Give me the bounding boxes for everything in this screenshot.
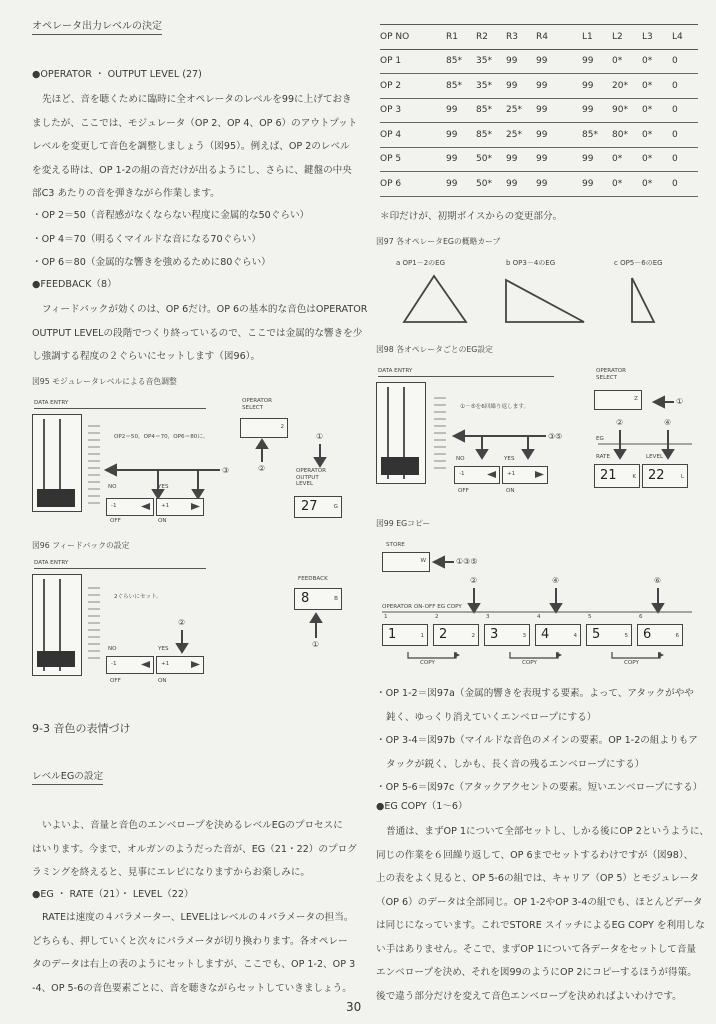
table-cell: 85* bbox=[476, 129, 492, 140]
table-cell: 99 bbox=[536, 80, 548, 91]
key-char: G bbox=[333, 504, 338, 510]
table-cell: 0* bbox=[642, 56, 653, 67]
list-item: ・OP 3-4＝図97b（マイルドな音色のメインの要素。OP 1-2の組よりもア bbox=[376, 735, 698, 746]
page-number: 30 bbox=[346, 1000, 362, 1014]
paragraph-line: （OP 6）のデータは全部同じ。OP 1-2やOP 3-4の組でも、ほとんどデータ bbox=[376, 896, 703, 908]
paragraph-line: 先ほど、音を聴くために臨時に全オペレータのレベルを99に上げておき bbox=[42, 94, 352, 105]
minus-one-button[interactable] bbox=[106, 498, 154, 516]
key-char: 1 bbox=[420, 633, 424, 639]
mark-3: ③ bbox=[222, 466, 230, 475]
button-label: +1 bbox=[161, 661, 170, 667]
feedback-label: FEEDBACK bbox=[298, 576, 328, 582]
key-char: 5 bbox=[624, 633, 628, 639]
section-heading: 9-3 音色の表情づけ bbox=[32, 722, 131, 735]
output-level-button[interactable] bbox=[294, 496, 342, 518]
table-cell: R4 bbox=[536, 31, 548, 42]
table-cell: 0 bbox=[672, 129, 678, 140]
key-char: 4 bbox=[573, 633, 577, 639]
copy-label: COPY bbox=[624, 660, 639, 666]
right-triangle-icon bbox=[191, 503, 200, 510]
output-level-label: OPERATOR OUTPUT LEVEL bbox=[296, 468, 327, 487]
curve-b-label: b OP3－4のEG bbox=[506, 259, 556, 267]
table-cell: 99 bbox=[582, 56, 594, 67]
paragraph-line: ラミングを終えると、見事にエレピになりますからお楽しみに。 bbox=[32, 867, 311, 878]
paragraph-line: ましたが、ここでは、モジュレータ（OP 2、OP 4、OP 6）のアウトプット bbox=[32, 117, 358, 129]
on-label: ON bbox=[158, 518, 167, 524]
table-cell: 99 bbox=[536, 129, 548, 140]
paragraph-line: 上の表をよく見ると、OP 5-6の組では、キャリア（OP 5）とモジュレータ bbox=[376, 873, 699, 884]
table-cell: 90* bbox=[612, 105, 628, 116]
operator-1-key[interactable] bbox=[382, 624, 428, 646]
table-cell: 99 bbox=[536, 56, 548, 67]
paragraph-line: タのデータは右上の表のようにセットしますが、ここでも、OP 1-2、OP 3 bbox=[32, 959, 356, 970]
key-char: 2 bbox=[471, 633, 475, 639]
paragraph-4 bbox=[32, 906, 355, 1000]
mark-2: ② bbox=[258, 464, 266, 473]
table-cell: 0 bbox=[672, 154, 678, 165]
mark-4: ④ bbox=[664, 418, 672, 427]
figure-96-caption: 図96 フィードバックの設定 bbox=[32, 541, 130, 550]
operator-2-key[interactable] bbox=[433, 624, 479, 646]
heading-eg-rate-level: ●EG ・ RATE（21）・ LEVEL（22） bbox=[32, 889, 194, 900]
mark-6: ⑥ bbox=[654, 576, 662, 585]
table-cell: 0* bbox=[612, 154, 623, 165]
eg-label: EG bbox=[596, 436, 604, 442]
off-label: OFF bbox=[110, 518, 121, 524]
table-row bbox=[380, 172, 698, 197]
operator-select-button[interactable] bbox=[594, 390, 642, 410]
key-char: B bbox=[334, 596, 338, 602]
minus-one-button[interactable] bbox=[106, 656, 154, 674]
mark-2: ② bbox=[470, 576, 478, 585]
list-item: ・OP 1-2＝図97a（金属的響きを表現する要素。よって、アタックがやや bbox=[376, 688, 694, 699]
button-label: -1 bbox=[111, 661, 117, 667]
eg-curve-c bbox=[632, 278, 654, 322]
table-cell: OP 1 bbox=[380, 56, 402, 67]
table-cell: 25* bbox=[506, 129, 522, 140]
on-label: ON bbox=[158, 678, 167, 684]
paragraph-line: 普通は、まずOP 1について全部セットし、しかる後にOP 2というように、 bbox=[386, 826, 710, 837]
table-cell: 99 bbox=[536, 105, 548, 116]
table-cell: OP 5 bbox=[380, 154, 402, 165]
key-char: K bbox=[632, 474, 636, 480]
eg-data-table bbox=[380, 24, 698, 197]
list-item: 鈍く、ゆっくり消えていくエンベロープにする） bbox=[386, 711, 597, 723]
operator-select-label: OPERATOR SELECT bbox=[242, 398, 273, 411]
operator-key-label: 3 bbox=[490, 627, 499, 642]
paragraph-line: 同じの作業を６回繰り返して、OP 6までセットするわけですが（図98）、 bbox=[376, 849, 694, 861]
level-label: LEVEL bbox=[646, 454, 664, 460]
paragraph-line: フィードバックが効くのは、OP 6だけ。OP 6の基本的な音色はOPERATOR bbox=[42, 304, 368, 315]
curve-c-label: c OP5－6のEG bbox=[614, 259, 663, 267]
mark-1: ① bbox=[316, 432, 324, 441]
operator-key-label: 1 bbox=[388, 627, 397, 642]
mark-1: ① bbox=[312, 640, 320, 649]
table-cell: 0 bbox=[672, 80, 678, 91]
no-label: NO bbox=[108, 646, 117, 652]
on-label: ON bbox=[506, 488, 515, 494]
table-cell: 0* bbox=[642, 129, 653, 140]
table-cell: 99 bbox=[446, 178, 458, 189]
table-cell: 99 bbox=[506, 80, 518, 91]
table-cell: 0* bbox=[642, 154, 653, 165]
data-entry-label: DATA ENTRY bbox=[34, 560, 69, 566]
table-cell: OP NO bbox=[380, 31, 410, 42]
table-cell: 99 bbox=[446, 154, 458, 165]
table-cell: OP 2 bbox=[380, 80, 402, 91]
key-char: L bbox=[680, 474, 684, 480]
operator-eg-copy-label: OPERATOR ON-OFF EG COPY bbox=[382, 604, 462, 610]
table-cell: 0* bbox=[612, 178, 623, 189]
table-cell: 80* bbox=[612, 129, 628, 140]
operator-key-number: 2 bbox=[435, 614, 439, 620]
figure-97-curves bbox=[396, 268, 696, 328]
figure-98-caption: 図98 各オペレータごとのEG設定 bbox=[376, 345, 493, 354]
table-cell: 0 bbox=[672, 105, 678, 116]
figure-99 bbox=[374, 534, 704, 674]
paragraph-line: はいります。今まで、オルガンのようだった音が、EG（21・22）のプログ bbox=[32, 843, 357, 855]
table-cell: OP 4 bbox=[380, 129, 402, 140]
marks-1-3-5: ①③⑤ bbox=[456, 557, 478, 566]
table-cell: 35* bbox=[476, 80, 492, 91]
table-cell: 99 bbox=[536, 178, 548, 189]
eg-rate-button[interactable] bbox=[594, 464, 640, 488]
right-triangle-icon bbox=[535, 471, 544, 478]
off-label: OFF bbox=[110, 678, 121, 684]
heading-feedback: ●FEEDBACK（8） bbox=[32, 279, 117, 290]
paragraph-line: どちらも、押していくと次々にパラメータが切り換わります。各オペレー bbox=[32, 935, 348, 947]
heading-eg-copy: ●EG COPY（1～6） bbox=[376, 801, 468, 812]
table-cell: 35* bbox=[476, 56, 492, 67]
button-label: -1 bbox=[111, 503, 117, 509]
off-label: OFF bbox=[458, 488, 469, 494]
list-item: ・OP 4＝70（明るくマイルドな音になる70ぐらい） bbox=[32, 233, 261, 245]
rate-value: 21 bbox=[600, 468, 617, 483]
figure-note: 2ぐらいにセット。 bbox=[114, 594, 162, 600]
paragraph-line: 部C3 あたりの音を弾きながら作業します。 bbox=[32, 188, 220, 199]
list-item: ・OP 5-6＝図97c（アタックアクセントの要素。短いエンベロープにする） bbox=[376, 782, 703, 793]
table-cell: 85* bbox=[582, 129, 598, 140]
op-curve-list bbox=[376, 682, 702, 800]
plus-one-button[interactable] bbox=[502, 466, 548, 484]
key-char: W bbox=[420, 558, 426, 564]
table-cell: 99 bbox=[582, 178, 594, 189]
operator-select-label: OPERATOR SELECT bbox=[596, 368, 627, 381]
yes-label: YES bbox=[158, 646, 169, 652]
table-header-row bbox=[380, 25, 698, 50]
paragraph-line: レベルを変更して音色を調整しましょう（図95）。例えば、OP 2のレベル bbox=[32, 141, 350, 152]
paragraph-line: いよいよ、音量と音色のエンベロープを決めるレベルEGのプロセスに bbox=[42, 820, 343, 831]
yes-label: YES bbox=[158, 484, 169, 490]
figure-98 bbox=[374, 360, 704, 510]
mark-4: ④ bbox=[552, 576, 560, 585]
paragraph-line: OUTPUT LEVELの段階でつくり終っているので、ここでは金属的な響きを少 bbox=[32, 327, 363, 339]
table-cell: 0 bbox=[672, 56, 678, 67]
table-note: ＊印だけが、初期ボイスからの変更部分。 bbox=[380, 211, 563, 222]
copy-label: COPY bbox=[420, 660, 435, 666]
level-value: 22 bbox=[648, 468, 665, 483]
key-char: 3 bbox=[522, 633, 526, 639]
output-level-value: 27 bbox=[301, 499, 318, 514]
figure-95 bbox=[30, 392, 350, 532]
table-cell: L2 bbox=[612, 31, 623, 42]
table-cell: 99 bbox=[582, 80, 594, 91]
table-cell: OP 6 bbox=[380, 178, 402, 189]
operator-5-key[interactable] bbox=[586, 624, 632, 646]
table-cell: 85* bbox=[446, 80, 462, 91]
paragraph-line: 後で違う部分だけを変えて音色エンベロープを決めればよいわけです。 bbox=[376, 990, 682, 1002]
no-label: NO bbox=[456, 456, 465, 462]
operator-key-label: 2 bbox=[439, 627, 448, 642]
paragraph-line: -4、OP 5-6の音色要素ごとに、音を聴きながらセットしていきましょう。 bbox=[32, 982, 352, 994]
key-char: 6 bbox=[675, 633, 679, 639]
mark-1: ① bbox=[676, 397, 684, 406]
table-cell: 50* bbox=[476, 178, 492, 189]
repeat-note: ①－⑤を6回繰り返します。 bbox=[460, 404, 530, 410]
operator-key-number: 3 bbox=[486, 614, 490, 620]
paragraph-1 bbox=[32, 88, 357, 206]
table-cell: L3 bbox=[642, 31, 653, 42]
heading-operator-output-level: ●OPERATOR ・ OUTPUT LEVEL (27) bbox=[32, 69, 202, 80]
left-triangle-icon bbox=[141, 661, 150, 668]
table-cell: 50* bbox=[476, 154, 492, 165]
table-cell: 99 bbox=[446, 129, 458, 140]
paragraph-line: し強調する程度の２ぐらいにセットします（図96）。 bbox=[32, 351, 261, 362]
paragraph-3 bbox=[32, 814, 357, 885]
button-label: +1 bbox=[161, 503, 170, 509]
list-item: タックが鋭く、しかも、長く音の残るエンベロープにする） bbox=[386, 758, 645, 770]
left-triangle-icon bbox=[141, 503, 150, 510]
mark-2: ② bbox=[178, 618, 186, 627]
table-cell: 99 bbox=[506, 56, 518, 67]
table-cell: 85* bbox=[446, 56, 462, 67]
data-entry-label: DATA ENTRY bbox=[378, 368, 413, 374]
no-label: NO bbox=[108, 484, 117, 490]
operator-key-label: 4 bbox=[541, 627, 550, 642]
paragraph-line: を変える時は、OP 1-2の組の音だけが出るようにし、さらに、鍵盤の中央 bbox=[32, 164, 352, 176]
operator-4-key[interactable] bbox=[535, 624, 581, 646]
table-cell: 0* bbox=[642, 80, 653, 91]
table-cell: 25* bbox=[506, 105, 522, 116]
table-cell: L1 bbox=[582, 31, 593, 42]
figure-note: OP2＝50，OP4＝70，OP6＝80に。 bbox=[114, 434, 209, 440]
figure-99-caption: 図99 EGコピー bbox=[376, 519, 431, 528]
paragraph-line: エンベロープを決め、それを図99のようにOP 2にコピーするほうが得策。 bbox=[376, 967, 697, 978]
eg-curve-b bbox=[506, 280, 584, 322]
operator-key-label: 5 bbox=[592, 627, 601, 642]
minus-one-button[interactable] bbox=[454, 466, 500, 484]
right-triangle-icon bbox=[191, 661, 200, 668]
list-item: ・OP 6＝80（金属的な響きを強めるために80ぐらい） bbox=[32, 257, 271, 268]
left-triangle-icon bbox=[487, 471, 496, 478]
operator-3-key[interactable] bbox=[484, 624, 530, 646]
eg-level-button[interactable] bbox=[642, 464, 688, 488]
table-cell: L4 bbox=[672, 31, 683, 42]
table-cell: 99 bbox=[506, 178, 518, 189]
key-char: 2 bbox=[280, 424, 284, 430]
table-cell: 99 bbox=[582, 154, 594, 165]
operator-key-label: 6 bbox=[643, 627, 652, 642]
list-item: ・OP 2＝50（音程感がなくならない程度に金属的な50ぐらい） bbox=[32, 210, 310, 221]
table-cell: 0* bbox=[642, 178, 653, 189]
table-cell: 99 bbox=[582, 105, 594, 116]
yes-label: YES bbox=[504, 456, 515, 462]
operator-key-number: 6 bbox=[639, 614, 643, 620]
data-entry-label: DATA ENTRY bbox=[34, 400, 69, 406]
operator-key-number: 1 bbox=[384, 614, 388, 620]
eg-curve-a bbox=[404, 276, 466, 322]
copy-label: COPY bbox=[522, 660, 537, 666]
key-char: Z bbox=[634, 396, 638, 402]
paragraph-line: RATEは速度の４パラメーター、LEVELはレベルの４パラメータの担当。 bbox=[42, 912, 354, 923]
section-title: オペレータ出力レベルの決定 bbox=[32, 20, 162, 35]
operator-key-number: 5 bbox=[588, 614, 592, 620]
table-row bbox=[380, 123, 698, 148]
mark-2: ② bbox=[616, 418, 624, 427]
plus-one-button[interactable] bbox=[156, 656, 204, 674]
paragraph-5 bbox=[376, 820, 709, 1008]
table-cell: 85* bbox=[476, 105, 492, 116]
operator-key-number: 4 bbox=[537, 614, 541, 620]
table-cell: R1 bbox=[446, 31, 458, 42]
button-label: -1 bbox=[459, 471, 465, 477]
table-row bbox=[380, 49, 698, 74]
figure-96 bbox=[30, 556, 350, 696]
mark-3-5: ③⑤ bbox=[548, 432, 563, 441]
feedback-value: 8 bbox=[301, 591, 310, 606]
table-row bbox=[380, 147, 698, 172]
table-cell: 0 bbox=[672, 178, 678, 189]
paragraph-line: い手はありません。そこで、まずOP 1について各データをセットして音量 bbox=[376, 943, 697, 955]
subheading-level-eg: レベルEGの設定 bbox=[32, 770, 103, 785]
paragraph-line: は同じになっています。これでSTORE スイッチによるEG COPY を利用しな bbox=[376, 920, 705, 931]
figure-97-caption: 図97 各オペレータEGの概略カーブ bbox=[376, 237, 501, 246]
table-cell: 0* bbox=[642, 105, 653, 116]
eg-data-table-wrap bbox=[380, 24, 698, 197]
table-cell: 99 bbox=[446, 105, 458, 116]
table-cell: 20* bbox=[612, 80, 628, 91]
figure-96-arrows bbox=[30, 556, 350, 696]
table-cell: 99 bbox=[536, 154, 548, 165]
operator-6-key[interactable] bbox=[637, 624, 683, 646]
table-cell: R3 bbox=[506, 31, 518, 42]
table-cell: 99 bbox=[506, 154, 518, 165]
table-row bbox=[380, 74, 698, 99]
table-cell: R2 bbox=[476, 31, 488, 42]
table-cell: 0* bbox=[612, 56, 623, 67]
rate-label: RATE bbox=[596, 454, 611, 460]
button-label: +1 bbox=[507, 471, 516, 477]
table-cell: OP 3 bbox=[380, 105, 402, 116]
plus-one-button[interactable] bbox=[156, 498, 204, 516]
table-row bbox=[380, 98, 698, 123]
modulator-list bbox=[32, 204, 309, 275]
store-label: STORE bbox=[386, 542, 405, 548]
paragraph-2 bbox=[32, 298, 367, 369]
figure-95-caption: 図95 モジュレータレベルによる音色調整 bbox=[32, 377, 177, 386]
curve-a-label: a OP1－2のEG bbox=[396, 259, 445, 267]
